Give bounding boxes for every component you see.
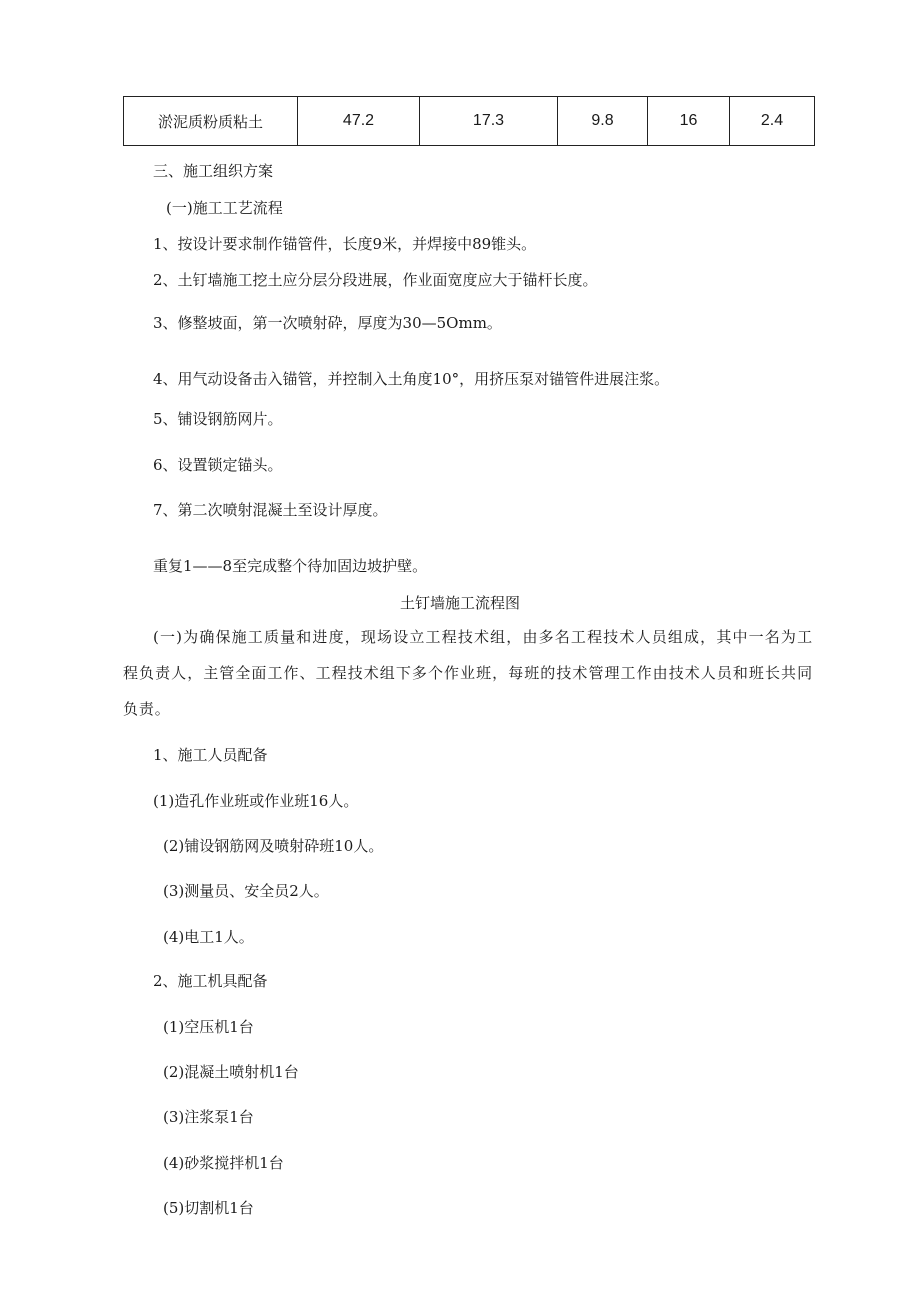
list-item: (2)铺设钢筋网及喷射砕班10人。 (163, 837, 384, 855)
subsection-heading: (一)施工工艺流程 (166, 199, 283, 217)
soil-name-cell: 淤泥质粉质粘土 (124, 97, 298, 146)
staff-heading: 1、施工人员配备 (153, 746, 268, 764)
section-heading: 三、施工组织方案 (153, 162, 274, 180)
figure-caption: 土钉墙施工流程图 (399, 594, 520, 612)
table-cell: 47.2 (298, 97, 420, 146)
list-item: (1)造孔作业班或作业班16人。 (153, 792, 359, 810)
process-step: 1、按设计要求制作锚管件，长度9米，并焊接中89锥头。 (153, 235, 537, 253)
repeat-note: 重复1——8至完成整个待加固边坡护壁。 (153, 557, 428, 575)
list-item: (4)砂浆搅拌机1台 (163, 1154, 284, 1172)
process-step: 3、修整坡面，第一次喷射砕，厚度为30—5Omm。 (153, 314, 502, 332)
table-cell: 2.4 (730, 97, 815, 146)
table-cell: 9.8 (558, 97, 648, 146)
organization-paragraph: (一)为确保施工质量和进度，现场设立工程技术组，由多名工程技术人员组成，其中一名为工程负责人，主管全面工作、工程技术组下多个作业班，每班的技术管理工作由技术人员和班长共同负责。 (123, 628, 813, 718)
table-cell: 17.3 (420, 97, 558, 146)
equipment-heading: 2、施工机具配备 (153, 972, 268, 990)
list-item: (3)测量员、安全员2人。 (163, 882, 329, 900)
soil-parameter-table (123, 96, 815, 146)
process-step: 7、第二次喷射混凝土至设计厚度。 (153, 501, 388, 519)
list-item: (5)切割机1台 (163, 1199, 254, 1217)
process-step: 5、铺设钢筋网片。 (153, 410, 283, 428)
table-row (124, 97, 815, 146)
list-item: (1)空压机1台 (163, 1018, 254, 1036)
list-item: (4)电工1人。 (163, 928, 254, 946)
process-step: 6、设置锁定锚头。 (153, 456, 283, 474)
table-cell: 16 (648, 97, 730, 146)
process-step: 4、用气动设备击入锚管，并控制入土角度10°，用挤压泵对锚管件进展注浆。 (153, 370, 670, 388)
process-step: 2、土钉墙施工挖土应分层分段进展，作业面宽度应大于锚杆长度。 (153, 271, 598, 289)
list-item: (2)混凝土喷射机1台 (163, 1063, 299, 1081)
list-item: (3)注浆泵1台 (163, 1108, 254, 1126)
